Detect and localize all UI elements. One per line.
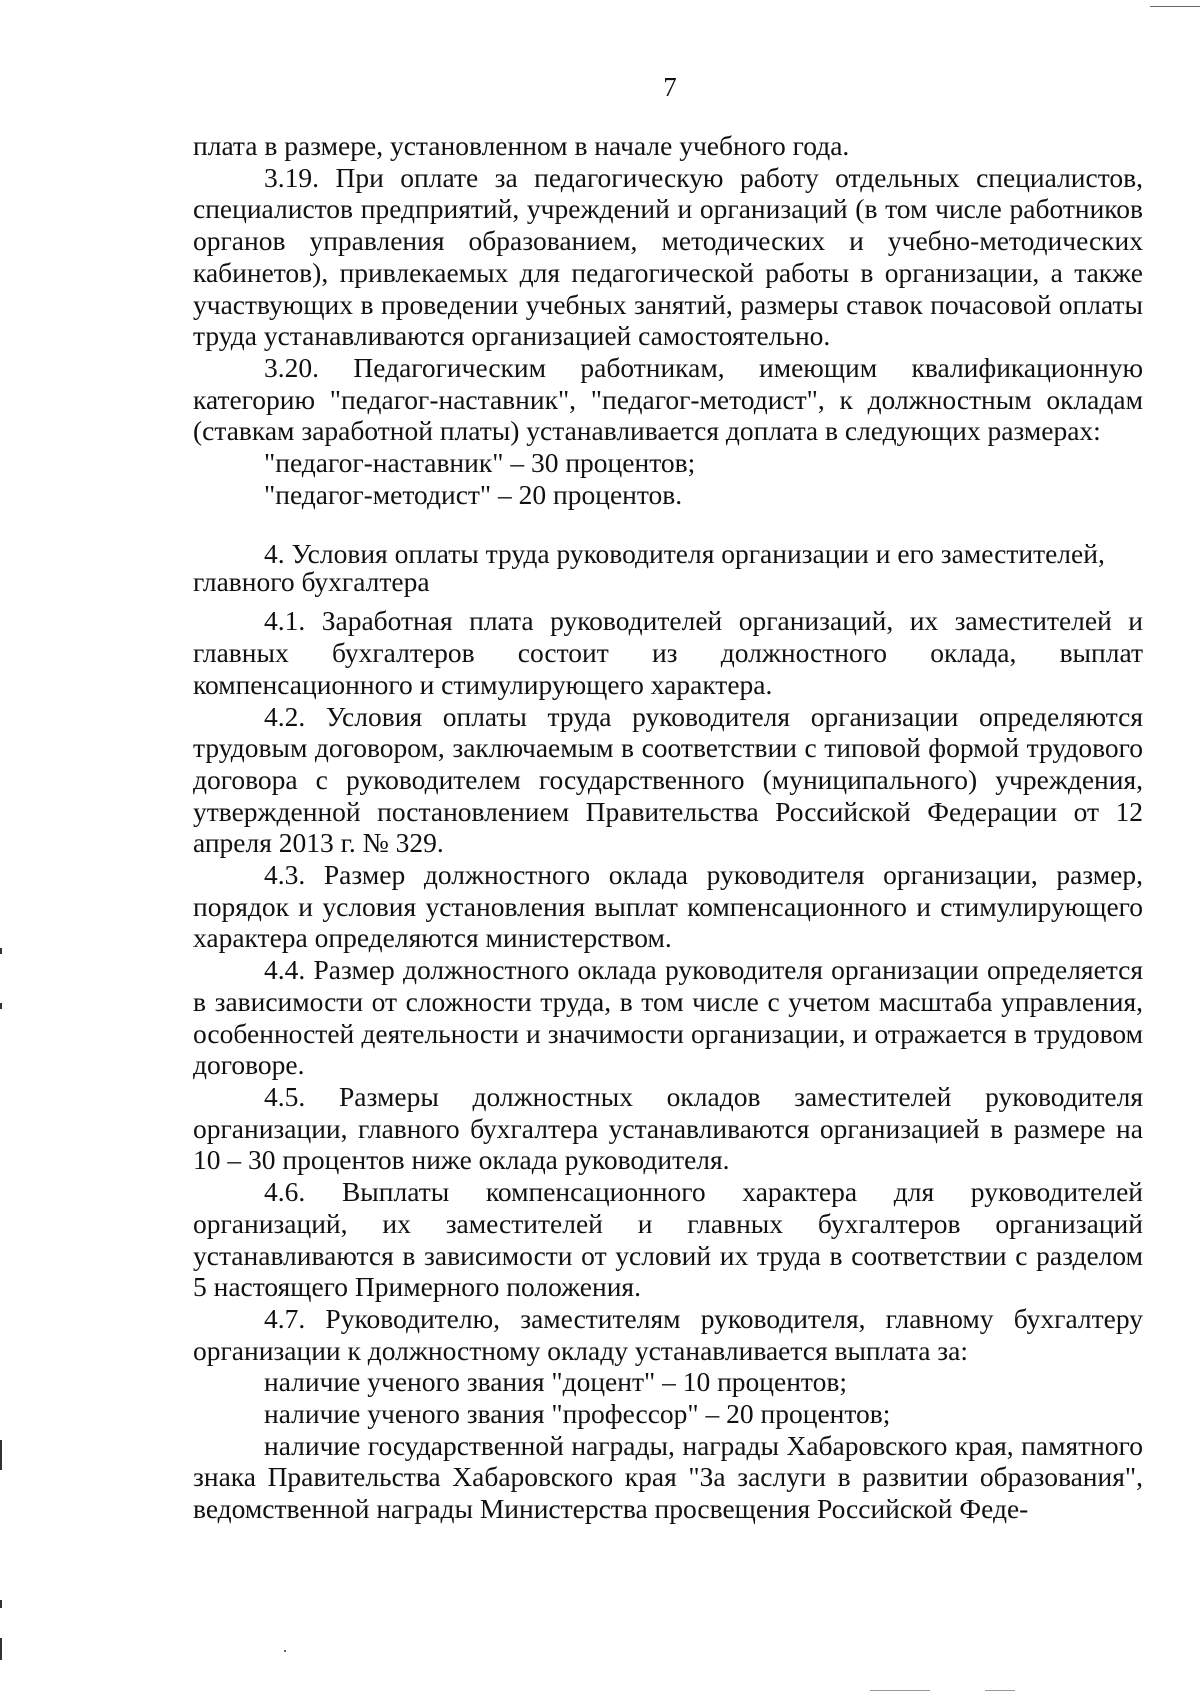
document-body (193, 130, 1143, 1525)
scan-artifact-mark (0, 948, 2, 954)
page-number: 7 (663, 72, 677, 102)
paragraph-4-4: 4.4. Размер должностного оклада руководителя организации определяется в зависимости от сложности труда, в том числе с учетом масштаба управления, особенностей деятельности и значимости организации, и отражается в трудовом договоре. (193, 954, 1143, 1081)
scan-artifact-mark (0, 1600, 2, 1608)
scan-artifact-mark (0, 1003, 2, 1009)
paragraph-4-1: 4.1. Заработная плата руководителей организаций, их заместителей и главных бухгалтеров состоит из должностного оклада, выплат компенсационного и стимулирующего характера. (193, 605, 1143, 700)
scan-artifact-line (870, 1690, 930, 1691)
scan-artifact-mark (0, 1440, 2, 1470)
paragraph-4-3: 4.3. Размер должностного оклада руководителя организации, размер, порядок и условия установления выплат компенсационного и стимулирующего характера определяются министерством. (193, 859, 1143, 954)
paragraph-3-20: 3.20. Педагогическим работникам, имеющим квалификационную категорию "педагог-наставник", "педагог-методист", к должностным окладам (ставкам заработной платы) устанавливается доплата в следующих размерах: (193, 351, 1143, 447)
paragraph-4-5: 4.5. Размеры должностных окладов заместителей руководителя организации, главного бухгалтера устанавливаются организацией в размере на 10 – 30 процентов ниже оклада руководителя. (193, 1080, 1143, 1176)
paragraph-4-7: 4.7. Руководителю, заместителям руководителя, главному бухгалтеру организации к должностному окладу устанавливается выплата за: (193, 1302, 1143, 1366)
paragraph-3-19: 3.19. При оплате за педагогическую работу отдельных специалистов, специалистов предприятий, учреждений и организаций (в том числе работников органов управления образованием, методических и учебно-методических кабинетов), привлекаемых для педагогической работы в организации, а также участвующих в проведении учебных занятий, размеры ставок почасовой оплаты труда устанавливаются организацией самостоятельно. (193, 161, 1143, 352)
paragraph-4-6: 4.6. Выплаты компенсационного характера для руководителей организаций, их заместителей и главных бухгалтеров организаций устанавливаются в зависимости от условий их труда в соответствии с разделом 5 настоящего Примерного положения. (193, 1176, 1143, 1303)
list-item-award: наличие государственной награды, награды Хабаровского края, памятного знака Правительства Хабаровского края "За заслуги в развитии образования", ведомственной награды Министерства просвещения Российской Феде- (193, 1429, 1143, 1525)
list-item-docent: наличие ученого звания "доцент" – 10 процентов; (264, 1366, 847, 1398)
list-item-methodist: "педагог-методист" – 20 процентов. (264, 478, 683, 510)
scan-artifact-mark (0, 1638, 2, 1660)
list-item-mentor: "педагог-наставник" – 30 процентов; (264, 447, 696, 479)
list-item-professor: наличие ученого звания "профессор" – 20 процентов; (264, 1398, 891, 1430)
paragraph-4-2: 4.2. Условия оплаты труда руководителя организации определяются трудовым договором, заключаемым в соответствии с типовой формой трудового договора с руководителем государственного (муниципального) учреждения, утвержденной постановлением Правительства Российской Федерации от 12 апреля 2013 г. № 329. (193, 700, 1143, 859)
scan-artifact-speck (284, 1650, 286, 1652)
section-heading-4: 4. Условия оплаты труда руководителя организации и его заместителей, главного бухгалтера (193, 538, 1105, 598)
scan-artifact-line (985, 1690, 1015, 1691)
paragraph-continuation: плата в размере, установленном в начале учебного года. (193, 130, 850, 161)
scan-artifact-line (1150, 6, 1200, 7)
